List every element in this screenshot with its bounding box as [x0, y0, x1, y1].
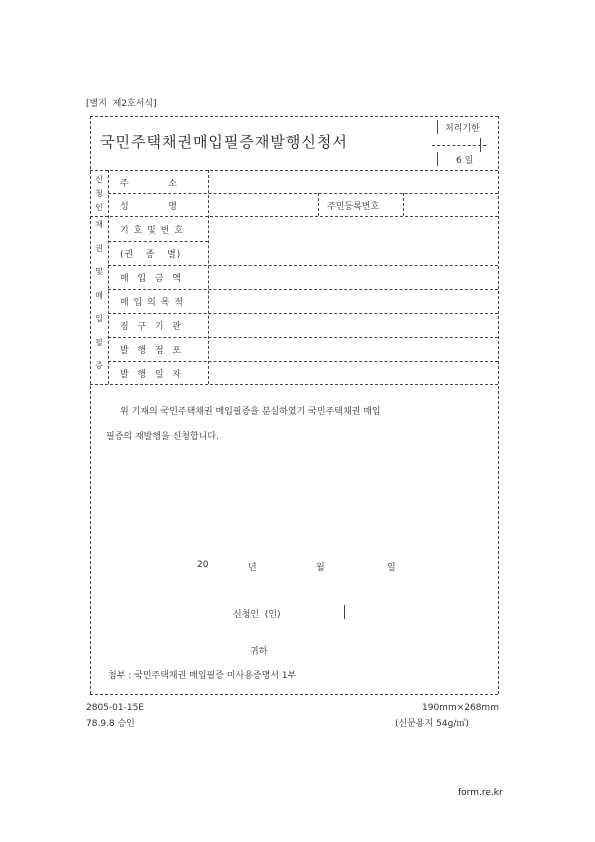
- bond-number-label: 기 호 및 번 호: [120, 226, 184, 236]
- approval-date: 78.9.8 승인: [86, 719, 135, 729]
- processing-value: 6 일: [456, 156, 474, 166]
- collecting-agency-label: 징 구 기 관: [120, 322, 182, 332]
- group-label-char: 증: [95, 361, 103, 370]
- group-label-char: 권: [95, 243, 103, 253]
- address-label: 주 소: [120, 179, 178, 189]
- bond-type-label: (권 종 별): [120, 250, 182, 260]
- grid-line: [108, 241, 208, 242]
- group-label-char: 매: [95, 290, 103, 300]
- grid-line: [90, 216, 498, 217]
- grid-line: [108, 193, 498, 194]
- statement-line-1: 위 기재의 국민주택채권 매입필증을 분실하였기 국민주택채권 매입: [120, 407, 381, 417]
- grid-line: [108, 289, 498, 290]
- resident-number-label: 주민등록번호: [327, 202, 380, 212]
- date-year-prefix: 20: [197, 560, 209, 570]
- processing-divider-2: [437, 152, 438, 166]
- grid-line: [108, 170, 109, 384]
- grid-line: [108, 361, 498, 362]
- processing-header: 처리기한: [445, 124, 480, 134]
- group-label-char: 필: [95, 337, 103, 347]
- group-label-char: 입: [95, 314, 103, 323]
- group-label-char: 인: [95, 203, 103, 212]
- group-label-char: 채: [95, 220, 103, 229]
- issue-date-label: 발 행 일 자: [120, 370, 182, 380]
- grid-line: [403, 193, 404, 216]
- purchase-amount-label: 매 입 금 액: [120, 274, 182, 284]
- addressee-label: 귀하: [250, 647, 268, 657]
- date-year-label: 년: [248, 563, 257, 573]
- group-label-char: 청: [95, 189, 103, 198]
- date-month-label: 월: [316, 563, 325, 573]
- grid-line: [318, 193, 319, 216]
- paper-spec: (신문용지 54g/㎡): [395, 719, 469, 729]
- issuing-branch-label: 발 행 점 포: [120, 346, 182, 356]
- processing-rule: [432, 145, 486, 146]
- purchase-purpose-label: 매 입 의 목 적: [120, 298, 184, 308]
- date-day-label: 일: [387, 563, 396, 573]
- applicant-group-label: [93, 175, 105, 217]
- watermark: form.re.kr: [458, 788, 503, 798]
- frame-top: [90, 116, 498, 117]
- processing-divider: [437, 120, 438, 134]
- name-label: 성 명: [120, 202, 178, 212]
- grid-line: [108, 337, 498, 338]
- form-title: 국민주택채권매입필증재발행신청서: [100, 133, 348, 151]
- statement-line-2: 필증의 재발행을 신청합니다.: [106, 432, 219, 442]
- frame-bottom: [90, 694, 498, 695]
- signature-label: 신청인 (인): [233, 610, 281, 620]
- bond-group-label: [93, 220, 105, 385]
- frame-left: [90, 116, 91, 694]
- signature-mark: [344, 605, 345, 619]
- form-number-label: [별지 제2호서식]: [86, 99, 157, 109]
- grid-line: [90, 170, 498, 171]
- form-code: 2805-01-15E: [86, 703, 144, 713]
- grid-line: [90, 384, 498, 385]
- group-label-char: 및: [95, 267, 103, 276]
- grid-line: [108, 313, 498, 314]
- frame-right: [498, 116, 499, 694]
- paper-size: 190mm×268mm: [422, 703, 499, 713]
- group-label-char: 신: [95, 175, 103, 184]
- grid-line: [108, 265, 498, 266]
- grid-line: [208, 170, 209, 384]
- attachment-line: 첨부 : 국민주택채권 매입필증 미사용증명서 1부: [108, 671, 297, 681]
- processing-rule-end: [480, 138, 481, 152]
